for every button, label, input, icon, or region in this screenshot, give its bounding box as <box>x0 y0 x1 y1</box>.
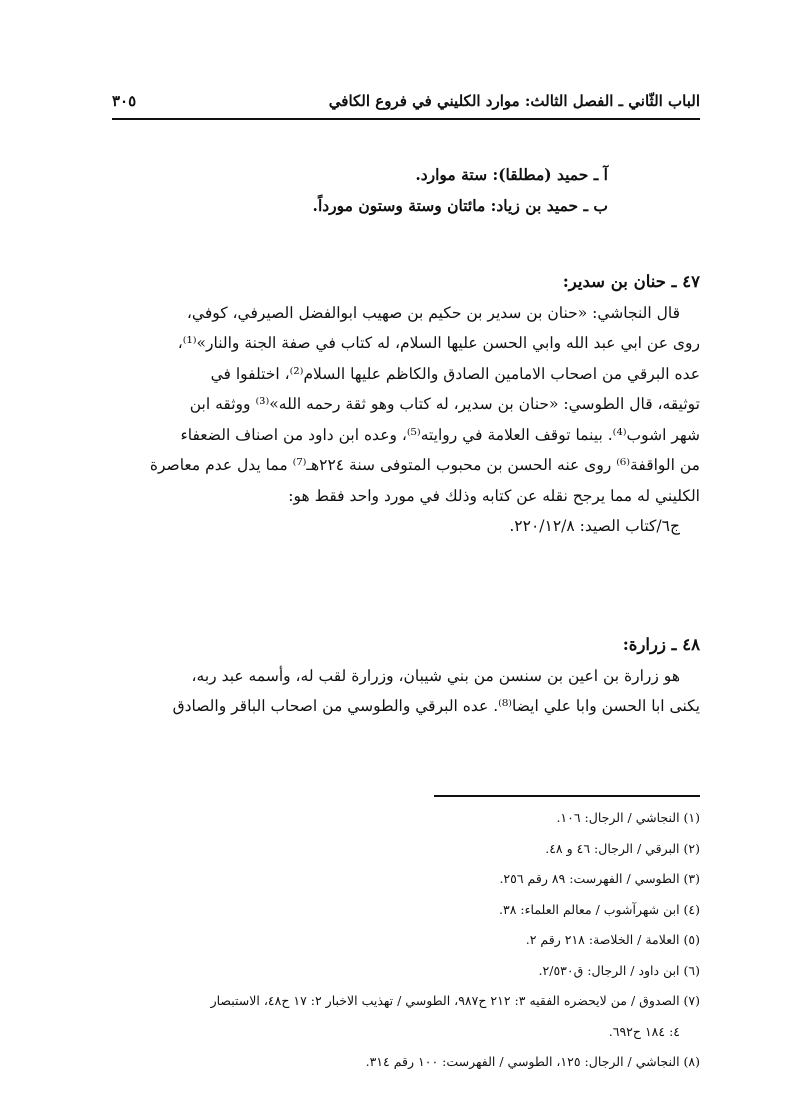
paragraph-line: قال النجاشي: «حنان بن سدير بن حكيم بن صهيب ابوالفضل الصيرفي، كوفي، <box>186 303 680 322</box>
section-heading: ٤٨ ـ زرارة: <box>622 635 700 654</box>
paragraph-line: الكليني له مما يرجح نقله عن كتابه وذلك في مورد واحد فقط هو: <box>288 486 700 505</box>
source-citation: ج٦/كتاب الصيد: ٢٢٠/١٢/٨. <box>509 517 680 535</box>
count-line-a: آ ـ حميد (مطلقا): ستة موارد. <box>415 165 608 184</box>
section-48 <box>112 630 700 722</box>
footnote: (٤) ابن شهرآشوب / معالم العلماء: ٣٨. <box>499 901 700 917</box>
running-header <box>112 86 700 116</box>
paragraph-line: هو زرارة بن اعين بن سنسن من بني شيبان، وزرارة لقب له، وأسمه عبد ربه، <box>191 666 680 685</box>
footnote: (١) النجاشي / الرجال: ١٠٦. <box>556 810 700 825</box>
section-47 <box>112 267 700 542</box>
footnote: (٧) الصدوق / من لايحضره الفقيه ٣: ٢١٢ ح٩٨٧، الطوسي / تهذيب الاخبار ٢: ١٧ ح٤٨، الاستبصار <box>210 993 700 1008</box>
footnote: (٨) النجاشي / الرجال: ١٢٥، الطوسي / الفهرست: ١٠٠ رقم ٣١٤. <box>365 1054 700 1069</box>
section-heading: ٤٧ ـ حنان بن سدير: <box>562 272 700 291</box>
chapter-title: الباب الثّاني ـ الفصل الثالث: موارد الكليني في فروع الكافي <box>328 92 700 110</box>
count-line-b: ب ـ حميد بن زياد: مائتان وستة وستون مورداً. <box>312 195 608 215</box>
narrator-counts <box>112 160 700 221</box>
footnote: (٣) الطوسي / الفهرست: ٨٩ رقم ٢٥٦. <box>499 871 700 886</box>
footnote-divider <box>434 795 700 797</box>
footnote: (٢) البرقي / الرجال: ٤٦ و ٤٨. <box>545 840 700 856</box>
paragraph-line: عده البرقي من اصحاب الامامين الصادق والكاظم عليها السلام⁽²⁾، اختلفوا في <box>210 364 700 383</box>
paragraph-line: توثيقه، قال الطوسي: «حنان بن سدير، له كتاب وهو ثقة رحمه الله»⁽³⁾ ووثقه ابن <box>189 395 700 413</box>
footnotes <box>112 803 700 1078</box>
footnote-continuation: ٤: ١٨٤ ح٦٩٢. <box>608 1023 680 1039</box>
header-divider <box>112 118 700 120</box>
paragraph-line: يكنى ابا الحسن وابا علي ايضا⁽⁸⁾. عده البرقي والطوسي من اصحاب الباقر والصادق <box>172 697 700 715</box>
page-number: ٣٠٥ <box>112 92 137 110</box>
paragraph-line: شهر اشوب⁽⁴⁾. بينما توقف العلامة في روايته⁽⁵⁾، وعده ابن داود من اصناف الضعفاء <box>180 425 700 444</box>
paragraph-line: روى عن ابي عبد الله وابي الحسن عليها السلام، له كتاب في صفة الجنة والنار»⁽¹⁾، <box>177 334 700 352</box>
footnote: (٦) ابن داود / الرجال: ق٢/٥٣٠. <box>538 962 700 978</box>
paragraph-line: من الواقفة⁽⁶⁾ روى عنه الحسن بن محبوب المتوفى سنة ٢٢٤هـ⁽⁷⁾ مما يدل عدم معاصرة <box>149 456 700 474</box>
footnote: (٥) العلامة / الخلاصة: ٢١٨ رقم ٢. <box>525 932 700 947</box>
